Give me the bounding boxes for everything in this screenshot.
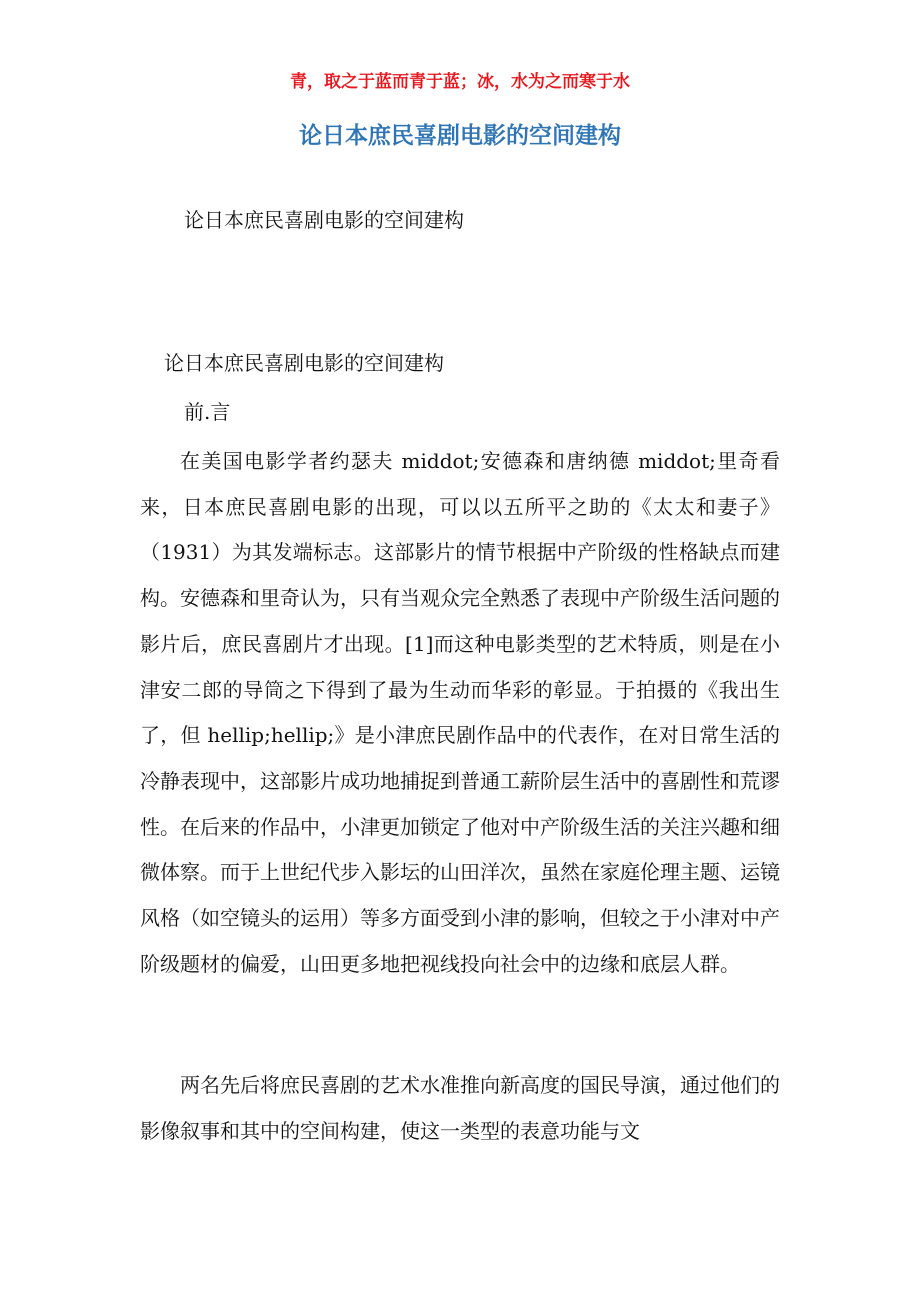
subtitle-2: 论日本庶民喜剧电影的空间建构 (164, 351, 444, 375)
header-motto: 青，取之于蓝而青于蓝；冰，水为之而寒于水 (290, 72, 630, 92)
body-paragraph-2: 两名先后将庶民喜剧的艺术水准推向新高度的国民导演，通过他们的影像叙事和其中的空间构建，使这一类型的表意功能与文 (140, 1073, 780, 1143)
document-title: 论日本庶民喜剧电影的空间建构 (299, 123, 621, 149)
subtitle-1: 论日本庶民喜剧电影的空间建构 (184, 208, 464, 232)
preface-heading: 前.言 (184, 400, 231, 424)
body-paragraph-1: 在美国电影学者约瑟夫 middot;安德森和唐纳德 middot;里奇看来，日本庶民喜剧电影的出现，可以以五所平之助的《太太和妻子》（1931）为其发端标志。这部影片的情节根据中产阶级的性格缺点而建构。安德森和里奇认为，只有当观众完全熟悉了表现中产阶级生活问题的影片后，庶民喜剧片才出现。[1]而这种电影类型的艺术特质，则是在小津安二郎的导筒之下得到了最为生动而华彩的彰显。于拍摄的《我出生了，但 hellip;hellip;》是小津庶民剧作品中的代表作，在对日常生活的冷静表现中，这部影片成功地捕捉到普通工薪阶层生活中的喜剧性和荒谬性。在后来的作品中，小津更加锁定了他对中产阶级生活的关注兴趣和细微体察。而于上世纪代步入影坛的山田洋次，虽然在家庭伦理主题、运镜风格（如空镜头的运用）等多方面受到小津的影响，但较之于小津对中产阶级题材的偏爱，山田更多地把视线投向社会中的边缘和底层人群。 (140, 449, 780, 976)
